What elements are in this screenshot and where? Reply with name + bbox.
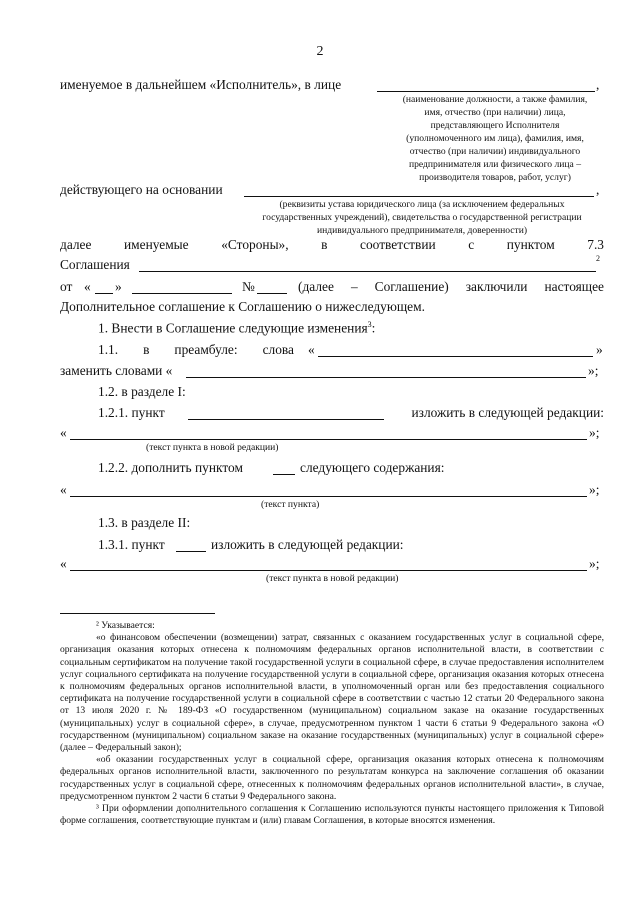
footnote-2-para2: «об оказании государственных услуг в социальной сфере, организация оказания которых отнесена к полномочиям федеральных органов исполнительной власти, заключенного по результатам конкурса на заключение соглашения об оказании государственных услуг в социальной сфере, отнесенных к полномочиям федеральных органов исполнительной власти», в случае, предусмотренном пунктом 2 части 6 статьи 9 Федерального закона.: [60, 754, 604, 802]
agreement-blank[interactable]: [139, 271, 596, 272]
item1-3-1-pre: 1.3.1. пункт: [98, 537, 165, 552]
basis-blank[interactable]: [244, 196, 594, 197]
date-day-blank[interactable]: [95, 293, 113, 294]
basis-note-line: индивидуального предпринимателя, доверенности): [316, 225, 528, 236]
item1-3-1-text-blank[interactable]: [70, 570, 587, 571]
item1-2: 1.2. в разделе I:: [98, 384, 186, 399]
basis-note-line: (реквизиты устава юридического лица (за исключением федеральных: [279, 199, 565, 210]
executor-name-blank[interactable]: [377, 91, 595, 92]
parties-word: далее: [60, 237, 92, 252]
item1-3-1-end: »;: [589, 556, 600, 571]
item1-2-2-pre: 1.2.2. дополнить пунктом: [98, 460, 243, 475]
item1-2-2-post: следующего содержания:: [300, 460, 445, 475]
executor-note-line: производителя товаров, работ, услуг): [419, 172, 571, 183]
item1-2-2-point-blank[interactable]: [273, 474, 295, 475]
item1-2-1-point-blank[interactable]: [188, 419, 384, 420]
item1-colon: :: [371, 320, 376, 336]
executor-note-line: имя, отчество (при наличии) лица,: [424, 107, 566, 118]
replace-end: »;: [588, 363, 599, 378]
footnote-2-para1: «о финансовом обеспечении (возмещении) затрат, связанных с оказанием государственных услуг в социальной сфере, организация оказания которых отнесена к полномочиям федеральных органов исполнительной власти, в соответствии с социальным сертификатом на получение такой государственной услуги в социальной сфере, в случае предоставления исполнителем услуг социального сертификата на получение государственной услуги в социальной сфере, организация оказания которых отнесена к полномочиям федеральных органов исполнительной власти, в уполномоченный орган или без предоставления социального сертификата на получение государственной услуги в социальной сфере в соответствии с частью 12 статьи 20 Федерального закона от 13 июля 2020 г. № 189-ФЗ «О государственном (муниципальном) социальном заказе на оказание государственных (муниципальных) услуг в социальной сфере», в случае, предусмотренном пунктом 1 части 6 статьи 9 Федерального закона «О государственном (муниципальном) социальном заказе на оказание государственных (муниципальных) услуг в социальной сфере» (далее – Федеральный закон);: [60, 632, 604, 754]
page-number: 2: [316, 44, 324, 59]
parties-word: именуемые: [124, 237, 189, 252]
footnote-3: ³ При оформлении дополнительного соглашения к Соглашению используются пункты настоящего приложения к Типовой форме соглашения, соответствующие пунктам и (или) главам Соглашения, в которые вносятся изменения.: [60, 803, 604, 827]
date-quote-open: «: [84, 279, 91, 294]
item1-1-quote-open: «: [308, 342, 315, 357]
basis-text: действующего на основании: [60, 182, 223, 197]
conclude-text: Дополнительное соглашение к Соглашению о нижеследующем.: [60, 299, 425, 314]
executor-comma: ,: [596, 77, 600, 92]
executor-note: [385, 93, 605, 184]
executor-note-line: отчество (при наличии) индивидуального: [409, 146, 581, 157]
basis-note-line: государственных учреждений), свидетельства о государственной регистрации: [262, 212, 582, 223]
parties-word: с: [468, 237, 475, 252]
executor-note-line: представляющего Исполнителя: [430, 120, 560, 131]
agreement-word: Соглашения: [60, 257, 130, 272]
item1-3-1-point-blank[interactable]: [176, 551, 206, 552]
basis-note: [240, 198, 604, 237]
item1-2-1-pre: 1.2.1. пункт: [98, 405, 165, 420]
item1-2-2-end: »;: [589, 482, 600, 497]
footnote-ref-3: 3: [367, 320, 372, 329]
number-blank[interactable]: [257, 293, 287, 294]
number-sign: №: [242, 279, 255, 294]
parties-word: 7.3: [587, 237, 604, 252]
item1-3-1-note: (текст пункта в новой редакции): [266, 573, 399, 584]
footnote-separator: [60, 613, 215, 614]
parties-word: соответствии: [360, 237, 436, 252]
date-month-blank[interactable]: [132, 293, 232, 294]
executor-note-line: предпринимателя или физического лица –: [408, 159, 582, 170]
item1-1-word: в: [143, 342, 150, 357]
parties-word: пунктом: [506, 237, 555, 252]
item1-1-line: [98, 342, 294, 358]
footnotes: [60, 620, 604, 827]
footnote-ref-2: 2: [596, 254, 600, 263]
item1-2-2-text-blank[interactable]: [70, 496, 587, 497]
item1-2-1-post: изложить в следующей редакции:: [411, 405, 604, 420]
item1-2-1-note: (текст пункта в новой редакции): [146, 442, 279, 453]
executor-text: именуемое в дальнейшем «Исполнитель», в лице: [60, 77, 342, 92]
item1-1-word: 1.1.: [98, 342, 119, 357]
item1-2-2-open: «: [60, 482, 67, 497]
item1-2-2-note: (текст пункта): [261, 499, 320, 510]
item1-2-1-text-blank[interactable]: [70, 439, 587, 440]
parties-word: в: [321, 237, 328, 252]
footnote-2-head: ² Указывается:: [96, 620, 155, 631]
executor-note-line: (уполномоченного им лица), фамилия, имя,: [406, 133, 584, 144]
old-words-blank[interactable]: [318, 356, 593, 357]
parties-line: [60, 237, 604, 253]
basis-comma: ,: [596, 182, 600, 197]
item1-1-quote-close: »: [596, 342, 603, 357]
item1-2-1-open: «: [60, 425, 67, 440]
executor-line: [60, 77, 341, 93]
parties-word: «Стороны»,: [221, 237, 289, 252]
date-ot: от: [60, 279, 73, 294]
item1-1-word: преамбуле:: [174, 342, 238, 357]
date-rest: (далее – Соглашение) заключили настоящее: [298, 279, 604, 294]
item1-3: 1.3. в разделе II:: [98, 515, 191, 530]
new-words-blank[interactable]: [186, 377, 586, 378]
date-quote-close: »: [115, 279, 122, 294]
executor-note-line: (наименование должности, а также фамилия,: [402, 94, 588, 105]
item1: [98, 320, 375, 336]
item1-2-1-end: »;: [589, 425, 600, 440]
replace-text: заменить словами «: [60, 363, 173, 378]
item1-1-word: слова: [262, 342, 294, 357]
item1-3-1-open: «: [60, 556, 67, 571]
item1-3-1-post: изложить в следующей редакции:: [211, 537, 404, 552]
item1-text: 1. Внести в Соглашение следующие изменения: [98, 320, 368, 336]
